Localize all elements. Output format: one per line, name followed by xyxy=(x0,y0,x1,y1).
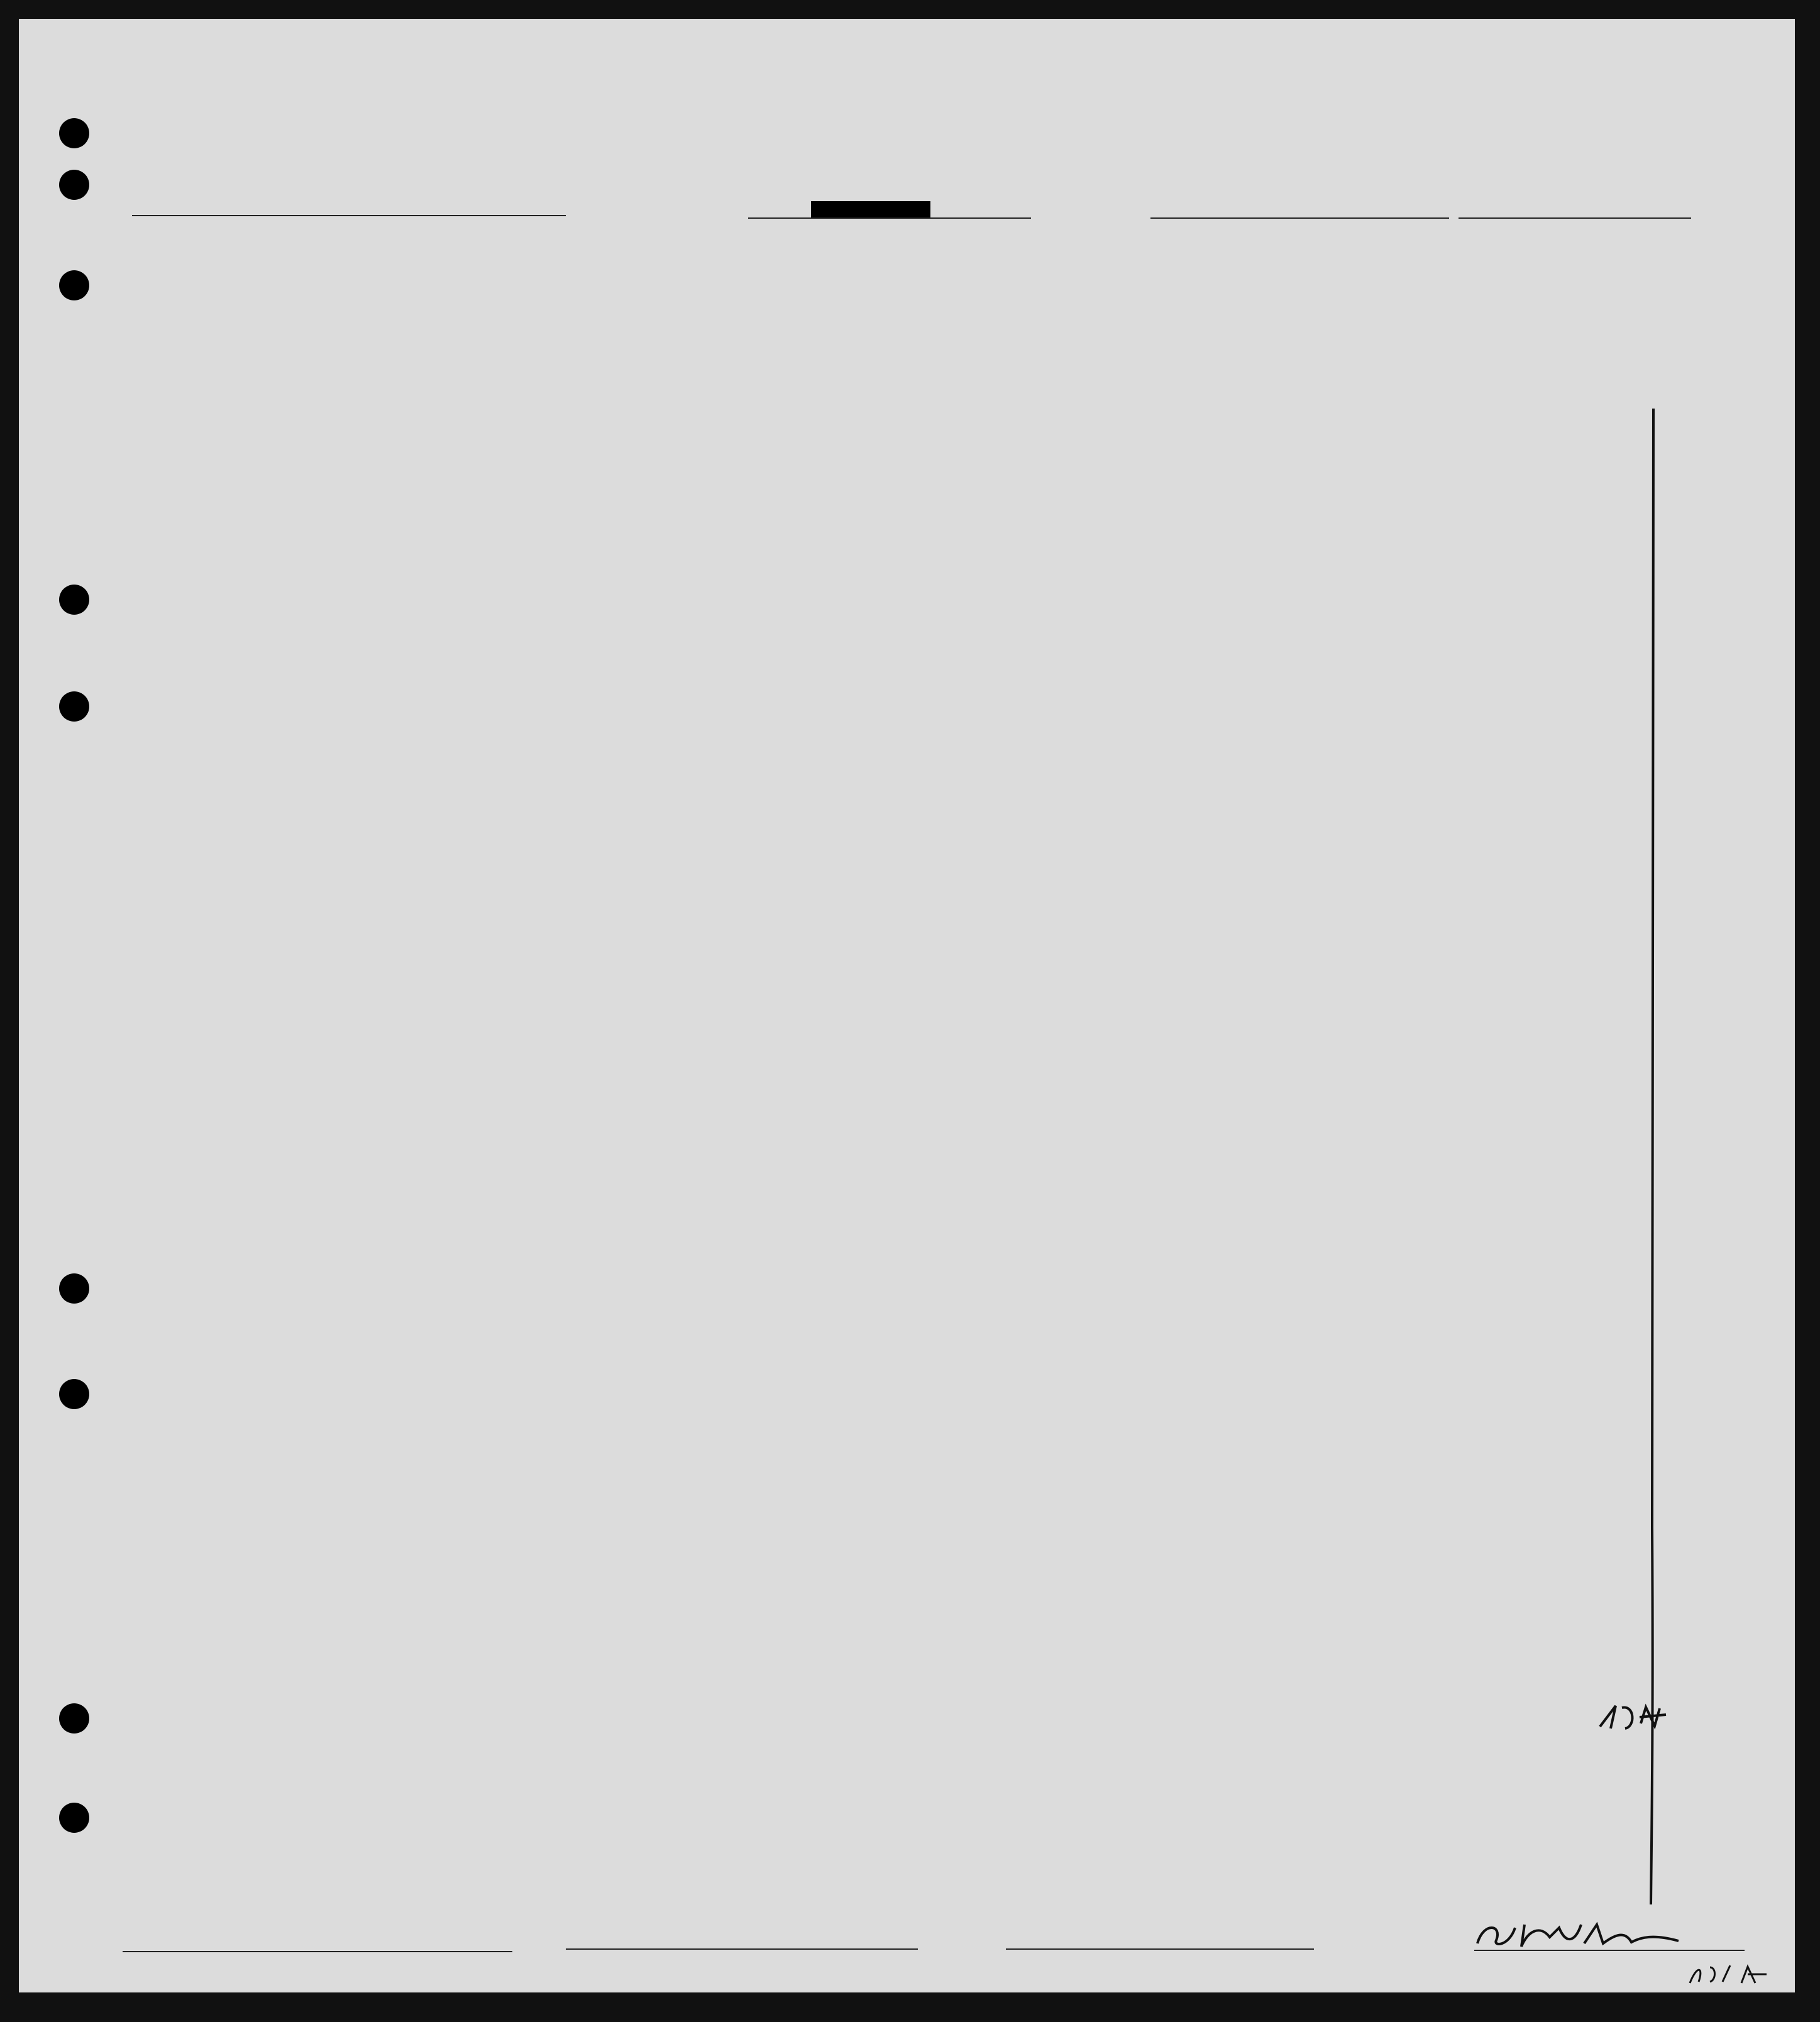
officer-signature xyxy=(1465,1912,1704,1962)
manifest-table-grid xyxy=(19,19,1795,1992)
manifest-page xyxy=(19,19,1795,1992)
file-scribble xyxy=(1685,1958,1779,1989)
initials-scribble xyxy=(1597,1698,1672,1736)
officer-vertical-mark xyxy=(1578,396,1679,1917)
